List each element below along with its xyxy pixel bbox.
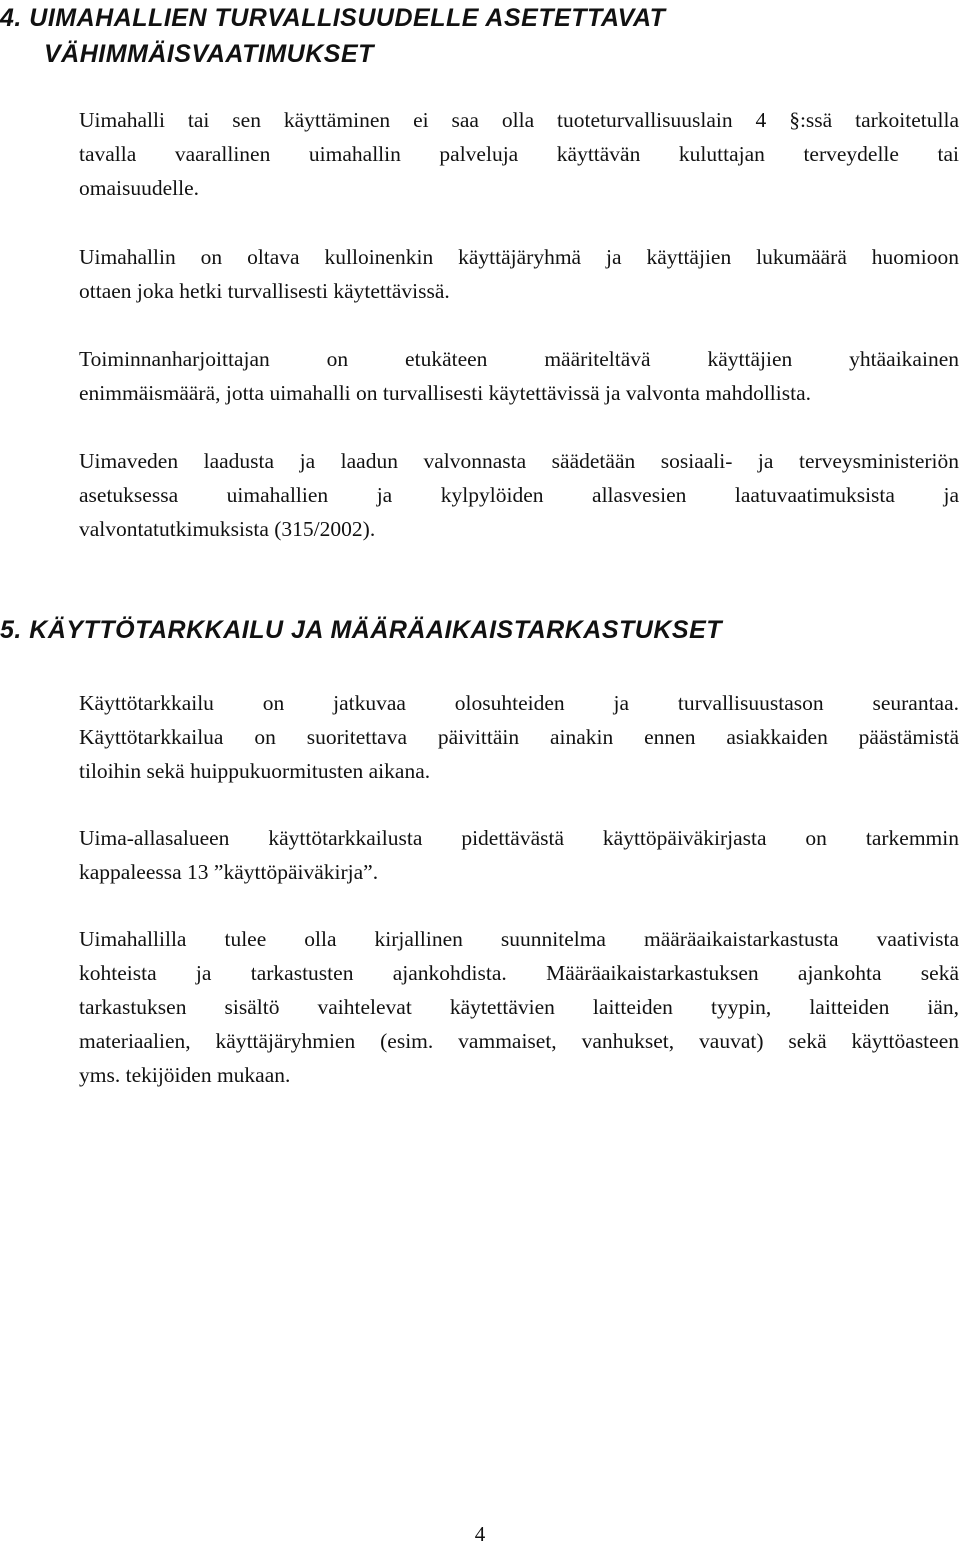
section-5-paragraph-3	[79, 922, 959, 1092]
text-line: valvontatutkimuksista (315/2002).	[79, 517, 376, 541]
text-line: Käyttötarkkailua on suoritettava päivittäin ainakin ennen asiakkaiden päästämistä	[79, 725, 959, 749]
text-line: ottaen joka hetki turvallisesti käytettävissä.	[79, 279, 450, 303]
text-line: yms. tekijöiden mukaan.	[79, 1063, 291, 1087]
text-line: Uimahallilla tulee olla kirjallinen suunnitelma määräaikaistarkastusta vaativista	[79, 927, 959, 951]
text-line: Uimahallin on oltava kulloinenkin käyttäjäryhmä ja käyttäjien lukumäärä huomioon	[79, 245, 959, 269]
section-5-heading	[0, 612, 722, 648]
text-line: asetuksessa uimahallien ja kylpylöiden allasvesien laatuvaatimuksista ja	[79, 483, 959, 507]
text-line: materiaalien, käyttäjäryhmien (esim. vammaiset, vanhukset, vauvat) sekä käyttöasteen	[79, 1029, 959, 1053]
text-line: omaisuudelle.	[79, 176, 200, 200]
section-5-paragraph-1	[79, 686, 959, 788]
section-5-heading-line: 5. KÄYTTÖTARKKAILU JA MÄÄRÄAIKAISTARKASTUKSET	[0, 616, 723, 644]
section-4-paragraph-4	[79, 444, 959, 546]
section-4-paragraph-2	[79, 240, 959, 308]
text-line: Uimaveden laadusta ja laadun valvonnasta säädetään sosiaali- ja terveysministeriön	[79, 449, 959, 473]
text-line: Käyttötarkkailu on jatkuvaa olosuhteiden ja turvallisuustason seurantaa.	[79, 691, 959, 715]
page-number: 4	[474, 1522, 486, 1546]
text-line: Toiminnanharjoittajan on etukäteen määriteltävä käyttäjien yhtäaikainen	[79, 347, 959, 371]
section-4-paragraph-3	[79, 342, 959, 410]
text-line: Uima-allasalueen käyttötarkkailusta pidettävästä käyttöpäiväkirjasta on tarkemmin	[79, 826, 959, 850]
text-line: tavalla vaarallinen uimahallin palveluja käyttävän kuluttajan terveydelle tai	[79, 142, 959, 166]
section-4-heading-line-1: 4. UIMAHALLIEN TURVALLISUUDELLE ASETETTAVAT	[0, 4, 666, 32]
text-line: enimmäismäärä, jotta uimahalli on turvallisesti käytettävissä ja valvonta mahdollista.	[79, 381, 812, 405]
section-5-paragraph-2	[79, 821, 959, 889]
text-line: Uimahalli tai sen käyttäminen ei saa olla tuoteturvallisuuslain 4 §:ssä tarkoitetulla	[79, 108, 959, 132]
section-4-heading	[0, 0, 665, 72]
text-line: kappaleessa 13 ”käyttöpäiväkirja”.	[79, 860, 379, 884]
text-line: kohteista ja tarkastusten ajankohdista. Määräaikaistarkastuksen ajankohta sekä	[79, 961, 959, 985]
section-4-heading-line-2: VÄHIMMÄISVAATIMUKSET	[44, 40, 374, 68]
text-line: tiloihin sekä huippukuormitusten aikana.	[79, 759, 431, 783]
text-line: tarkastuksen sisältö vaihtelevat käytettävien laitteiden tyypin, laitteiden iän,	[79, 995, 959, 1019]
section-4-paragraph-1	[79, 103, 959, 205]
